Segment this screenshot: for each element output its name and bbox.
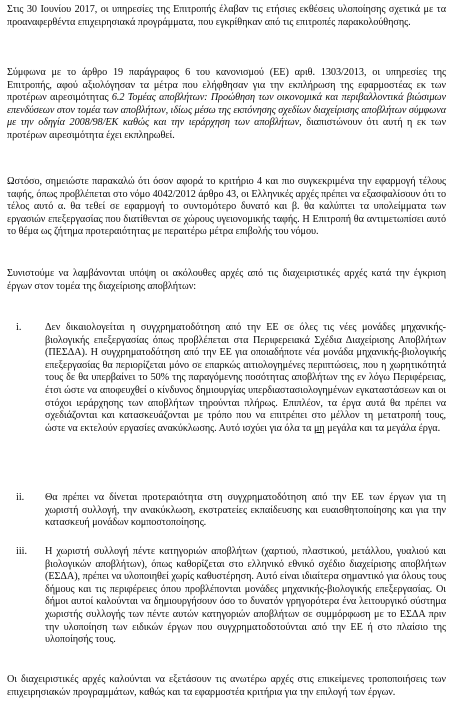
intro-paragraph: Στις 30 Ιουνίου 2017, οι υπηρεσίες της Επιτροπής έλαβαν τις ετήσιες εκθέσεις υλοποίησης σχετικά με τα προαναφερθέντα επιχειρησιακά προγράμματα, που εγκρίθηκαν από τις επιτροπές παρακολούθησης. [7,4,446,28]
item-text: Η χωριστή συλλογή πέντε κατηγοριών αποβλήτων (χαρτιού, πλαστικού, μετάλλου, γυαλιού και βιολογικών αποβλήτων), όπως καθορίζεται στο ελληνικό εθνικό σχέδιο διαχείρισης αποβλήτων (ΕΣΔΑ), πρέπει να υλοποιηθεί χωρίς καθυστέρηση. Αυτό είναι ιδιαίτερα σημαντικό για όλους τους δήμους και τις περιφέρειες όπου προβλέπονται μονάδες μηχανικής-βιολογικής επεξεργασίας. Οι δήμοι αυτοί καλούνται να δημιουργήσουν όσο το δυνατόν γρηγορότερα ένα λειτουργικό σύστημα χωριστής συλλογής των πέντε αυτών κατηγοριών αποβλήτων σε συμμόρφωση με το ΕΣΔΑ πριν την υλοποίηση των ειδικών έργων που συγχρηματοδοτούνται από την ΕΕ ή στο πλαίσιο της υλοποίησής τους. [45,546,446,646]
article-19-paragraph [7,67,446,143]
underlined-word: μη [313,422,325,434]
closing-paragraph: Οι διαχειριστικές αρχές καλούνται να εξετάσουν τις ανωτέρω αρχές στις επικείμενες τροποποιήσεις των επιχειρησιακών προγραμμάτων, καθώς και τα εφαρμοστέα κριτήρια για την επιλογή των έργων. [7,674,446,698]
item-number: ii. [16,492,25,503]
article-19-text: Σύμφωνα με το άρθρο 19 παράγραφος 6 του κανονισμού (ΕΕ) αριθ. 1303/2013, οι υπηρεσίες της Επιτροπής, αφού αξιολόγησαν τα μέτρα που ελήφθησαν για την εκπλήρωση της εφαρμοστέας εκ των προτέρων αιρεσιμότητας [7,67,446,104]
principles-intro-paragraph: Συνιστούμε να λαμβάνονται υπόψη οι ακόλουθες αρχές από τις διαχειριστικές αρχές κατά την έγκριση έργων στον τομέα της διαχείρισης αποβλήτων: [7,268,446,292]
ex-ante-conditionality-title: 6.2 Τομέας αποβλήτων: Προώθηση των οικονομικά και περιβαλλοντικά βιώσιμων επενδύσεων στον τομέα των αποβλήτων, ιδίως μέσω της εκπόνησης σχεδίων διαχείρισης αποβλήτων σύμφωνα με την οδηγία 2008/98/ΕΚ καθώς και την ιεράρχηση των αποβλήτων, [7,92,447,129]
item-number: iii. [16,546,28,557]
item-text: Θα πρέπει να δίνεται προτεραιότητα στη συγχρηματοδότηση από την ΕΕ των έργων για τη χωριστή συλλογή, την ανακύκλωση, εκστρατείες εκπαίδευσης και ευαισθητοποίησης και για την κατασκευή μονάδων κομποστοποίησης. [45,492,446,529]
landfill-fee-paragraph: Ωστόσο, σημειώστε παρακαλώ ότι όσον αφορά το κριτήριο 4 και πιο συγκεκριμένα την εφαρμογή τέλους ταφής, όπως προβλέπεται στο νόμο 4042/2012 άρθρο 43, οι Ελληνικές αρχές πρέπει να εξασφαλίσουν ότι το τέλος αυτό α. θα τεθεί σε εφαρμογή το συντομότερο δυνατό και β. θα καλύπτει τα υπολείμματα των εργασιών επεξεργασίας που διατίθενται σε χώρους υγειονομικής ταφής. Η Επιτροπή θα αντιμετωπίσει αυτό το θέμα ως ζήτημα προτεραιότητας με περαιτέρω μέτρα επιβολής του νόμου. [7,176,446,238]
item-text-main: Δεν δικαιολογείται η συγχρηματοδότηση από την ΕΕ σε όλες τις νέες μονάδες μηχανικής-βιολογικής επεξεργασίας όπως προβλέπεται στα Περιφερειακά Σχέδια Διαχείρισης Αποβλήτων (ΠΕΣΔΑ). Η συγχρηματοδότηση από την ΕΕ για οποιαδήποτε νέα μονάδα μηχανικής-βιολογικής επεξεργασίας θα περιορίζεται μόνο σε επαρκώς αιτιολογημένες περιπτώσεις, που η χωρητικότητά τους δε θα υπερβαίνει το 50% της παραγόμενης ποσότητας αποβλήτων της εν λόγω Περιφέρειας, έτσι ώστε να αποφευχθεί ο κίνδυνος δημιουργίας υπερδιαστασιολογημένων εγκαταστάσεων και οι στόχοι ιεράρχησης των αποβλήτων τηρούνται πλήρως. Επιπλέον, τα έργα αυτά θα πρέπει να σχεδιάζονται και κατασκευάζονται με τρόπο που να επιτρέπει στο μέλλον τη μετατροπή τους, ώστε να εκτελούν εργασίες ανακύκλωσης. Αυτό ισχύει για όλα τα [45,322,446,434]
item-text-end: μεγάλα και τα μεγάλα έργα. [324,422,441,434]
conditionality-fulfilled-text: διαπιστώνουν ότι αυτή η εκ των προτέρων αιρεσιμότητα έχει εκπληρωθεί. [7,117,446,141]
item-number: i. [16,322,22,333]
item-text [45,322,446,435]
